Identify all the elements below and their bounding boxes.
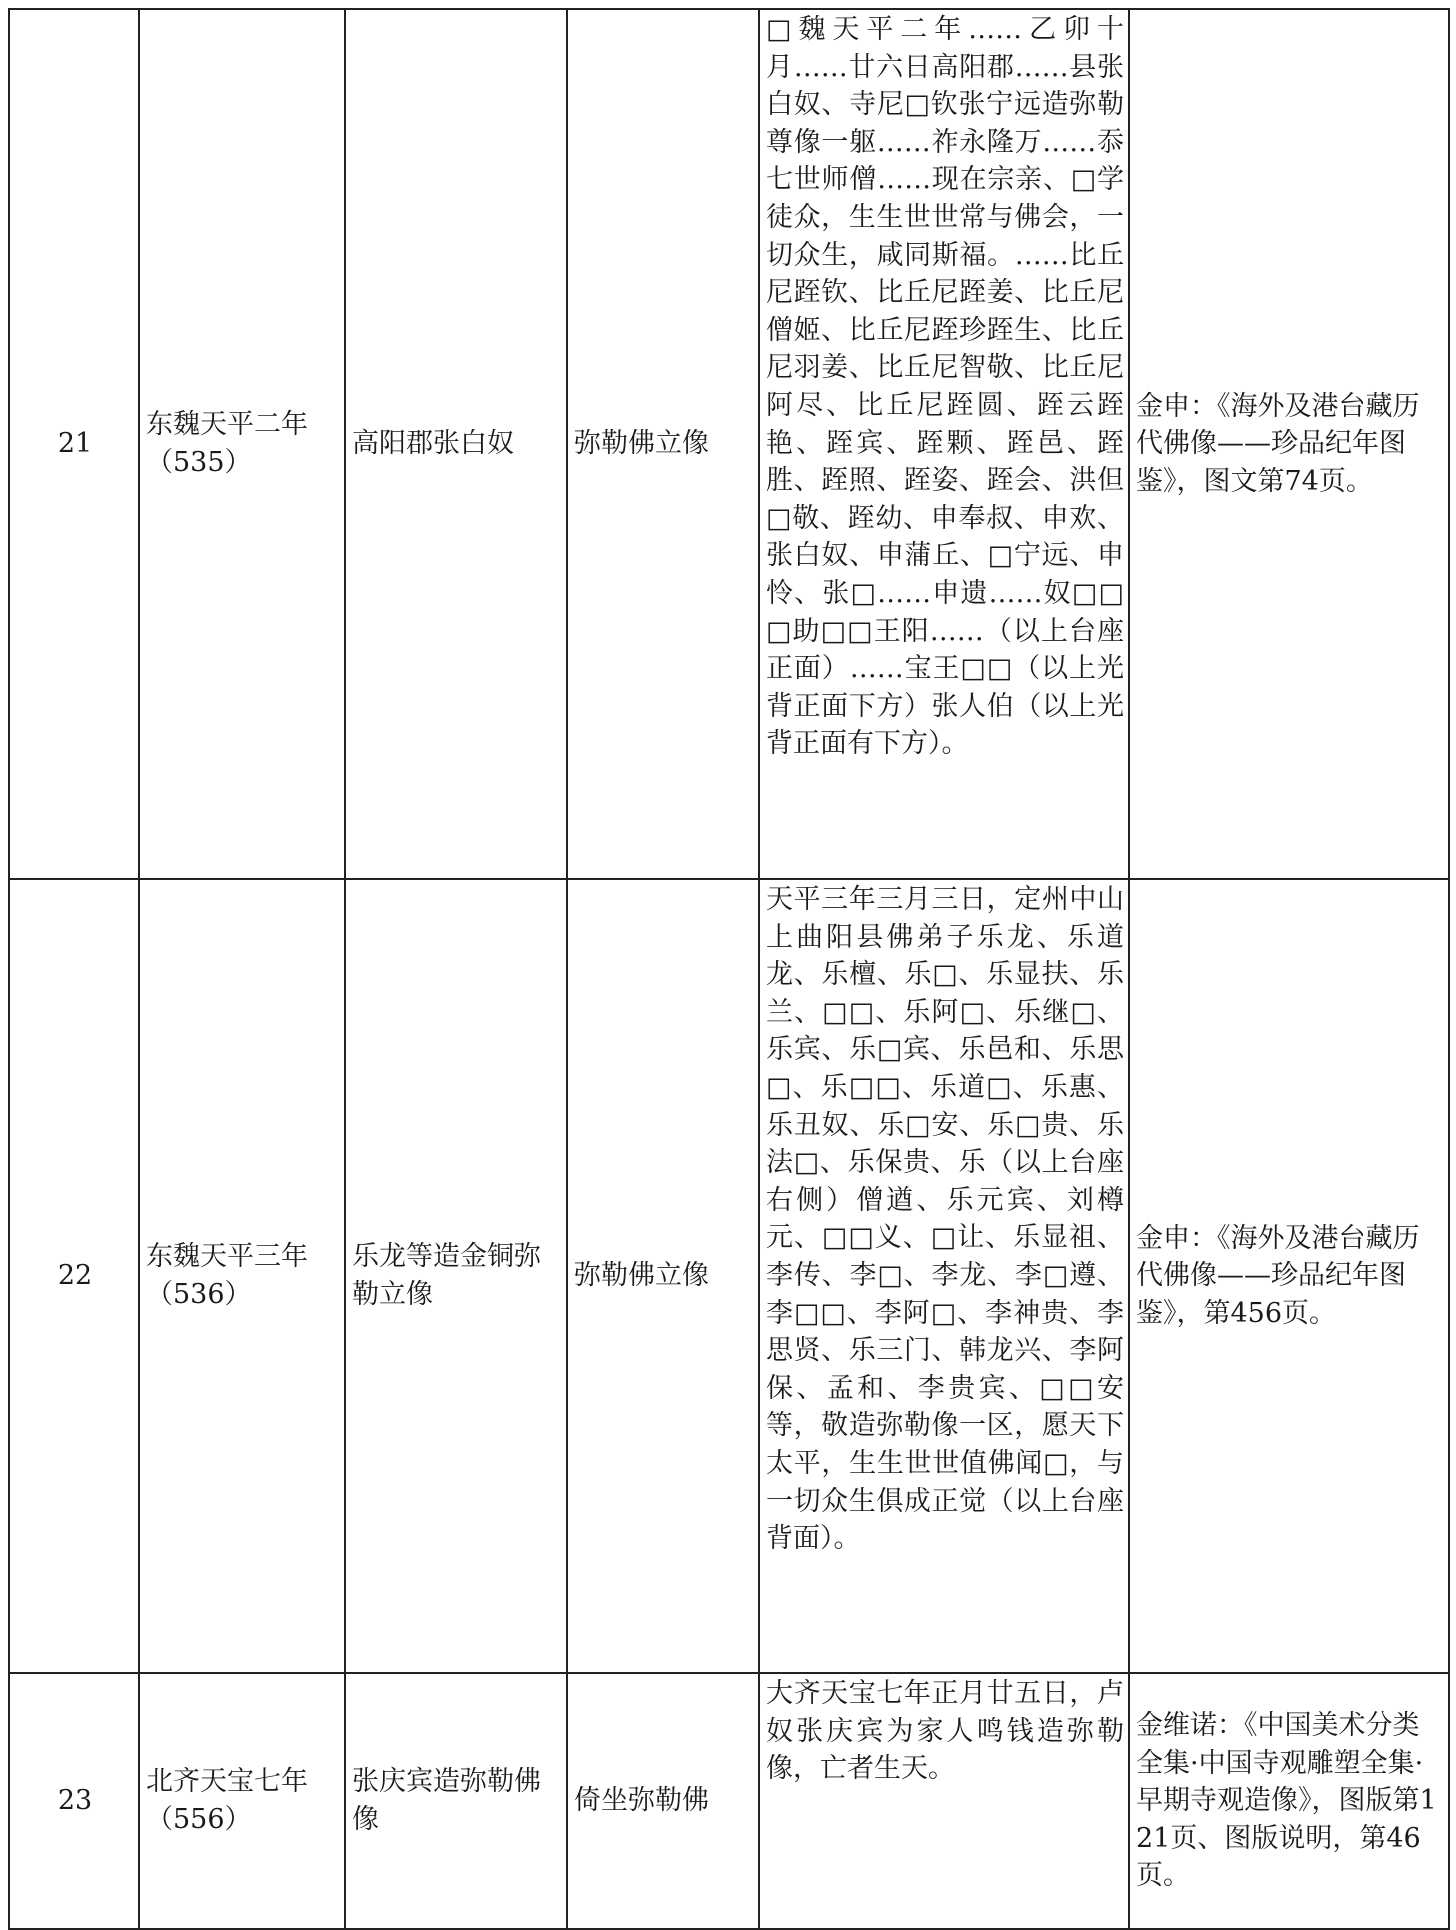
- inscription-cell: 大齐天宝七年正月廿五日，卢奴张庆宾为家人鸣钱造弥勒像，亡者生天。: [759, 1673, 1129, 1929]
- dynasty-date: 东魏天平二年: [146, 409, 308, 441]
- year-ad: （556）: [146, 1804, 252, 1835]
- source-cell: 金申：《海外及港台藏历代佛像——珍品纪年图鉴》，第456页。: [1129, 879, 1449, 1673]
- date-cell: [139, 879, 345, 1673]
- donor-cell: 张庆宾造弥勒佛像: [345, 1673, 567, 1929]
- table-row: [9, 9, 1449, 879]
- table-row: [9, 1673, 1449, 1929]
- catalog-table: [8, 8, 1450, 1930]
- dynasty-date: 东魏天平三年: [146, 1241, 308, 1273]
- dynasty-date: 北齐天宝七年: [146, 1766, 308, 1798]
- row-number: 21: [9, 9, 139, 879]
- inscription-cell: □魏天平二年……乙卯十月……廿六日高阳郡……县张白奴、寺尼□钦张宁远造弥勒尊像一躯……祚永隆万……忝七世师僧……现在宗亲、□学徒众，生生世世常与佛会，一切众生，咸同斯福。……比丘尼跮钦、比丘尼跮姜、比丘尼僧姬、比丘尼跮珍跮生、比丘尼羽姜、比丘尼智敬、比丘尼阿尽、比丘尼跮圆、跮云跮艳、跮宾、跮颗、跮邑、跮胜、跮照、跮姿、跮会、洪但□敬、跮幼、申奉叔、申欢、张白奴、申蒲丘、□宁远、申怜、张□……申遗……奴□□□助□□王阳……（以上台座正面）……宝王□□（以上光背正面下方）张人伯（以上光背正面有下方）。: [759, 9, 1129, 879]
- date-cell: [139, 1673, 345, 1929]
- date-cell: [139, 9, 345, 879]
- source-cell: 金申：《海外及港台藏历代佛像——珍品纪年图鉴》，图文第74页。: [1129, 9, 1449, 879]
- row-number: 23: [9, 1673, 139, 1929]
- year-ad: （535）: [146, 447, 252, 478]
- inscription-cell: 天平三年三月三日，定州中山上曲阳县佛弟子乐龙、乐道龙、乐檀、乐□、乐显扶、乐兰、□□、乐阿□、乐继□、乐宾、乐□宾、乐邑和、乐思□、乐□□、乐道□、乐惠、乐丑奴、乐□安、乐□贵、乐法□、乐保贵、乐（以上台座右侧）僧遒、乐元宾、刘樽元、□□义、□让、乐显祖、李传、李□、李龙、李□遵、李□□、李阿□、李神贵、李思贤、乐三门、韩龙兴、李阿保、孟和、李贵宾、□□安等，敬造弥勒像一区，愿天下太平，生生世世值佛闻□，与一切众生俱成正觉（以上台座背面）。: [759, 879, 1129, 1673]
- year-ad: （536）: [146, 1279, 252, 1310]
- subject-cell: 弥勒佛立像: [567, 879, 759, 1673]
- row-number: 22: [9, 879, 139, 1673]
- subject-cell: 弥勒佛立像: [567, 9, 759, 879]
- subject-cell: 倚坐弥勒佛: [567, 1673, 759, 1929]
- donor-cell: 乐龙等造金铜弥勒立像: [345, 879, 567, 1673]
- table-row: [9, 879, 1449, 1673]
- donor-cell: 高阳郡张白奴: [345, 9, 567, 879]
- source-cell: 金维诺：《中国美术分类全集·中国寺观雕塑全集·早期寺观造像》，图版第121页、图版说明，第46页。: [1129, 1673, 1449, 1929]
